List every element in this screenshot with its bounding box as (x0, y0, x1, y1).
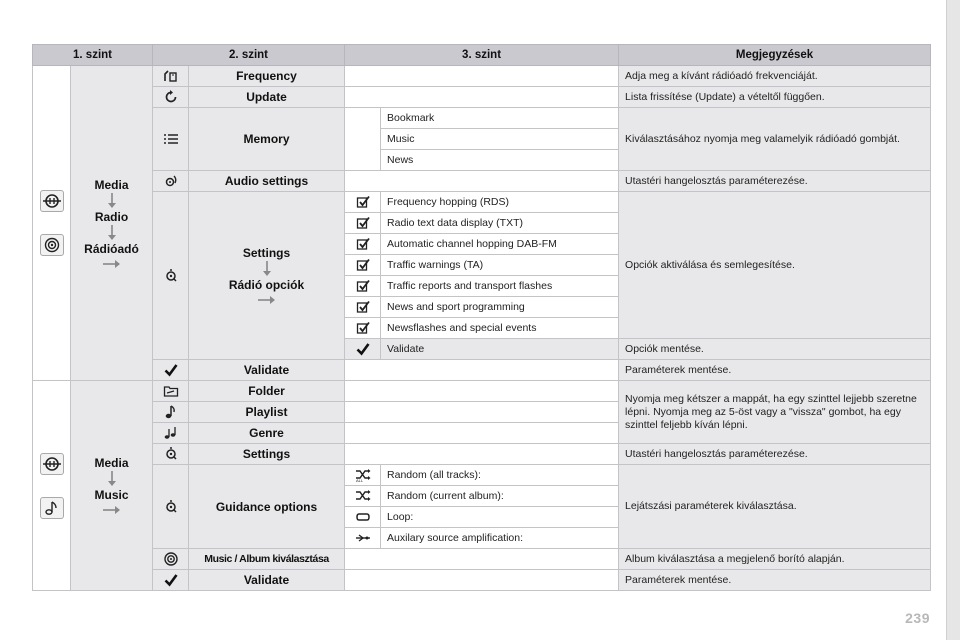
checkbox-icon (355, 257, 371, 273)
genre-icon-cell (153, 423, 189, 444)
table-row (33, 465, 931, 486)
settings-label: Settings (242, 246, 291, 260)
radio-level1-cell (33, 66, 71, 381)
right-arrow-icon (103, 259, 121, 269)
audio-note: Utastéri hangelosztás paraméterezése. (619, 171, 931, 192)
table-row (33, 381, 931, 402)
settings-option: Radio text data display (TXT) (381, 213, 619, 234)
down-arrow-icon (262, 261, 272, 277)
check-icon (163, 362, 179, 378)
guidance-option: Random (current album): (381, 486, 619, 507)
checkbox-cell (345, 234, 381, 255)
shuffle-all-icon-cell (345, 465, 381, 486)
table-row (33, 108, 931, 129)
aux-icon-cell (345, 528, 381, 549)
check-icon-cell (153, 360, 189, 381)
empty-level3 (345, 87, 619, 108)
table-row (33, 192, 931, 213)
guidance-label: Guidance options (189, 465, 345, 549)
genre-label: Genre (189, 423, 345, 444)
shuffle-all-icon (355, 467, 371, 483)
settings-validate-label: Validate (381, 339, 619, 360)
music-note-icon (40, 497, 64, 519)
settings-option: News and sport programming (381, 297, 619, 318)
table-row (33, 570, 931, 591)
menu-music: Music (94, 488, 129, 502)
guidance-option: Random (all tracks): (381, 465, 619, 486)
table-row (33, 87, 931, 108)
settings-validate-note: Opciók mentése. (619, 339, 931, 360)
empty-level3 (345, 381, 619, 402)
media-settings-label: Settings (189, 444, 345, 465)
checkbox-cell (345, 318, 381, 339)
audio-settings-icon (163, 173, 179, 189)
menu-media: Media (94, 177, 129, 192)
dashboard-icon (40, 190, 64, 212)
loop-icon (355, 509, 371, 525)
audio-label: Audio settings (189, 171, 345, 192)
check-icon-cell (153, 570, 189, 591)
memory-note: Kiválasztásához nyomja meg valamelyik rádióadó gombját. (619, 108, 931, 171)
header-level1: 1. szint (33, 45, 153, 66)
frequency-note: Adja meg a kívánt rádióadó frekvenciáját. (619, 66, 931, 87)
checkbox-icon (355, 236, 371, 252)
folder-icon-cell (153, 381, 189, 402)
guidance-option: Loop: (381, 507, 619, 528)
settings-option: Frequency hopping (RDS) (381, 192, 619, 213)
empty-level3 (345, 570, 619, 591)
settings-icon-cell (153, 192, 189, 360)
settings-icon (163, 446, 179, 462)
settings-icon (163, 268, 179, 284)
menu-radio-station: Rádióadó (84, 241, 139, 256)
right-arrow-icon (258, 295, 276, 305)
genre-icon (163, 425, 179, 441)
table-row (33, 444, 931, 465)
table-row (33, 549, 931, 570)
playlist-label: Playlist (189, 402, 345, 423)
update-label: Update (189, 87, 345, 108)
media-level2-cell (71, 381, 153, 591)
list-icon (163, 131, 179, 147)
audio-icon-cell (153, 171, 189, 192)
guidance-option: Auxilary source amplification: (381, 528, 619, 549)
settings-icon (163, 499, 179, 515)
empty-level3 (345, 360, 619, 381)
table-row (33, 66, 931, 87)
guidance-note: Lejátszási paraméterek kiválasztása. (619, 465, 931, 549)
table-row (33, 171, 931, 192)
media-level1-cell (33, 381, 71, 591)
settings-option: Traffic warnings (TA) (381, 255, 619, 276)
right-arrow-icon (103, 505, 121, 515)
folder-icon (163, 383, 179, 399)
checkbox-icon (355, 278, 371, 294)
playlist-icon-cell (153, 402, 189, 423)
settings-label-cell (189, 192, 345, 360)
update-note: Lista frissítése (Update) a vételtől függően. (619, 87, 931, 108)
target-icon (163, 551, 179, 567)
empty-level3 (345, 66, 619, 87)
empty-level3 (345, 444, 619, 465)
check-icon (163, 572, 179, 588)
memory-icon-cell (153, 108, 189, 171)
tuning-icon (163, 68, 179, 84)
menu-media: Media (94, 456, 129, 470)
media-settings-note: Utastéri hangelosztás paraméterezése. (619, 444, 931, 465)
checkbox-icon (355, 320, 371, 336)
checkbox-cell (345, 192, 381, 213)
check-icon-cell (345, 339, 381, 360)
validate-label: Validate (189, 360, 345, 381)
loop-icon-cell (345, 507, 381, 528)
album-note: Album kiválasztása a megjelenő borító alapján. (619, 549, 931, 570)
menu-radio: Radio (94, 209, 129, 224)
update-icon-cell (153, 87, 189, 108)
empty-icon-cell (345, 108, 381, 171)
settings-option: Newsflashes and special events (381, 318, 619, 339)
menu-table (32, 44, 931, 591)
memory-option: News (381, 150, 619, 171)
media-validate-label: Validate (189, 570, 345, 591)
settings-option: Automatic channel hopping DAB-FM (381, 234, 619, 255)
down-arrow-icon (107, 471, 117, 487)
aux-amplification-icon (355, 530, 371, 546)
refresh-icon (163, 89, 179, 105)
frequency-label: Frequency (189, 66, 345, 87)
checkbox-icon (355, 194, 371, 210)
memory-option: Bookmark (381, 108, 619, 129)
checkbox-icon (355, 215, 371, 231)
validate-note: Paraméterek mentése. (619, 360, 931, 381)
guidance-icon-cell (153, 465, 189, 549)
check-icon (355, 341, 371, 357)
media-validate-note: Paraméterek mentése. (619, 570, 931, 591)
checkbox-icon (355, 299, 371, 315)
header-level3: 3. szint (345, 45, 619, 66)
checkbox-cell (345, 213, 381, 234)
radio-level2-cell (71, 66, 153, 381)
header-level2: 2. szint (153, 45, 345, 66)
table-row (33, 360, 931, 381)
empty-level3 (345, 171, 619, 192)
folder-label: Folder (189, 381, 345, 402)
dashboard-icon (40, 453, 64, 475)
svg-text:ALL: ALL (355, 478, 363, 483)
memory-option: Music (381, 129, 619, 150)
checkbox-cell (345, 276, 381, 297)
header-notes: Megjegyzések (619, 45, 931, 66)
checkbox-cell (345, 297, 381, 318)
memory-label: Memory (189, 108, 345, 171)
frequency-icon-cell (153, 66, 189, 87)
empty-level3 (345, 402, 619, 423)
settings-note: Opciók aktiválása és semlegesítése. (619, 192, 931, 339)
target-icon (40, 234, 64, 256)
folder-note: Nyomja meg kétszer a mappát, ha egy szinttel lejjebb szeretne lépni. Nyomja meg az 5-öst vagy a "vissza" gombot, ha egy szinttel feljebb kíván lépni. (619, 381, 931, 444)
header-row (33, 45, 931, 66)
settings-option: Traffic reports and transport flashes (381, 276, 619, 297)
page-edge-strip (946, 0, 960, 640)
checkbox-cell (345, 255, 381, 276)
album-label: Music / Album kiválasztása (189, 549, 345, 570)
empty-level3 (345, 423, 619, 444)
album-icon-cell (153, 549, 189, 570)
shuffle-icon-cell (345, 486, 381, 507)
radio-options-label: Rádió opciók (228, 278, 305, 292)
media-settings-icon-cell (153, 444, 189, 465)
note-icon (163, 404, 179, 420)
empty-level3 (345, 549, 619, 570)
down-arrow-icon (107, 225, 117, 241)
shuffle-icon (355, 488, 371, 504)
down-arrow-icon (107, 193, 117, 209)
page-number: 239 (905, 610, 930, 626)
